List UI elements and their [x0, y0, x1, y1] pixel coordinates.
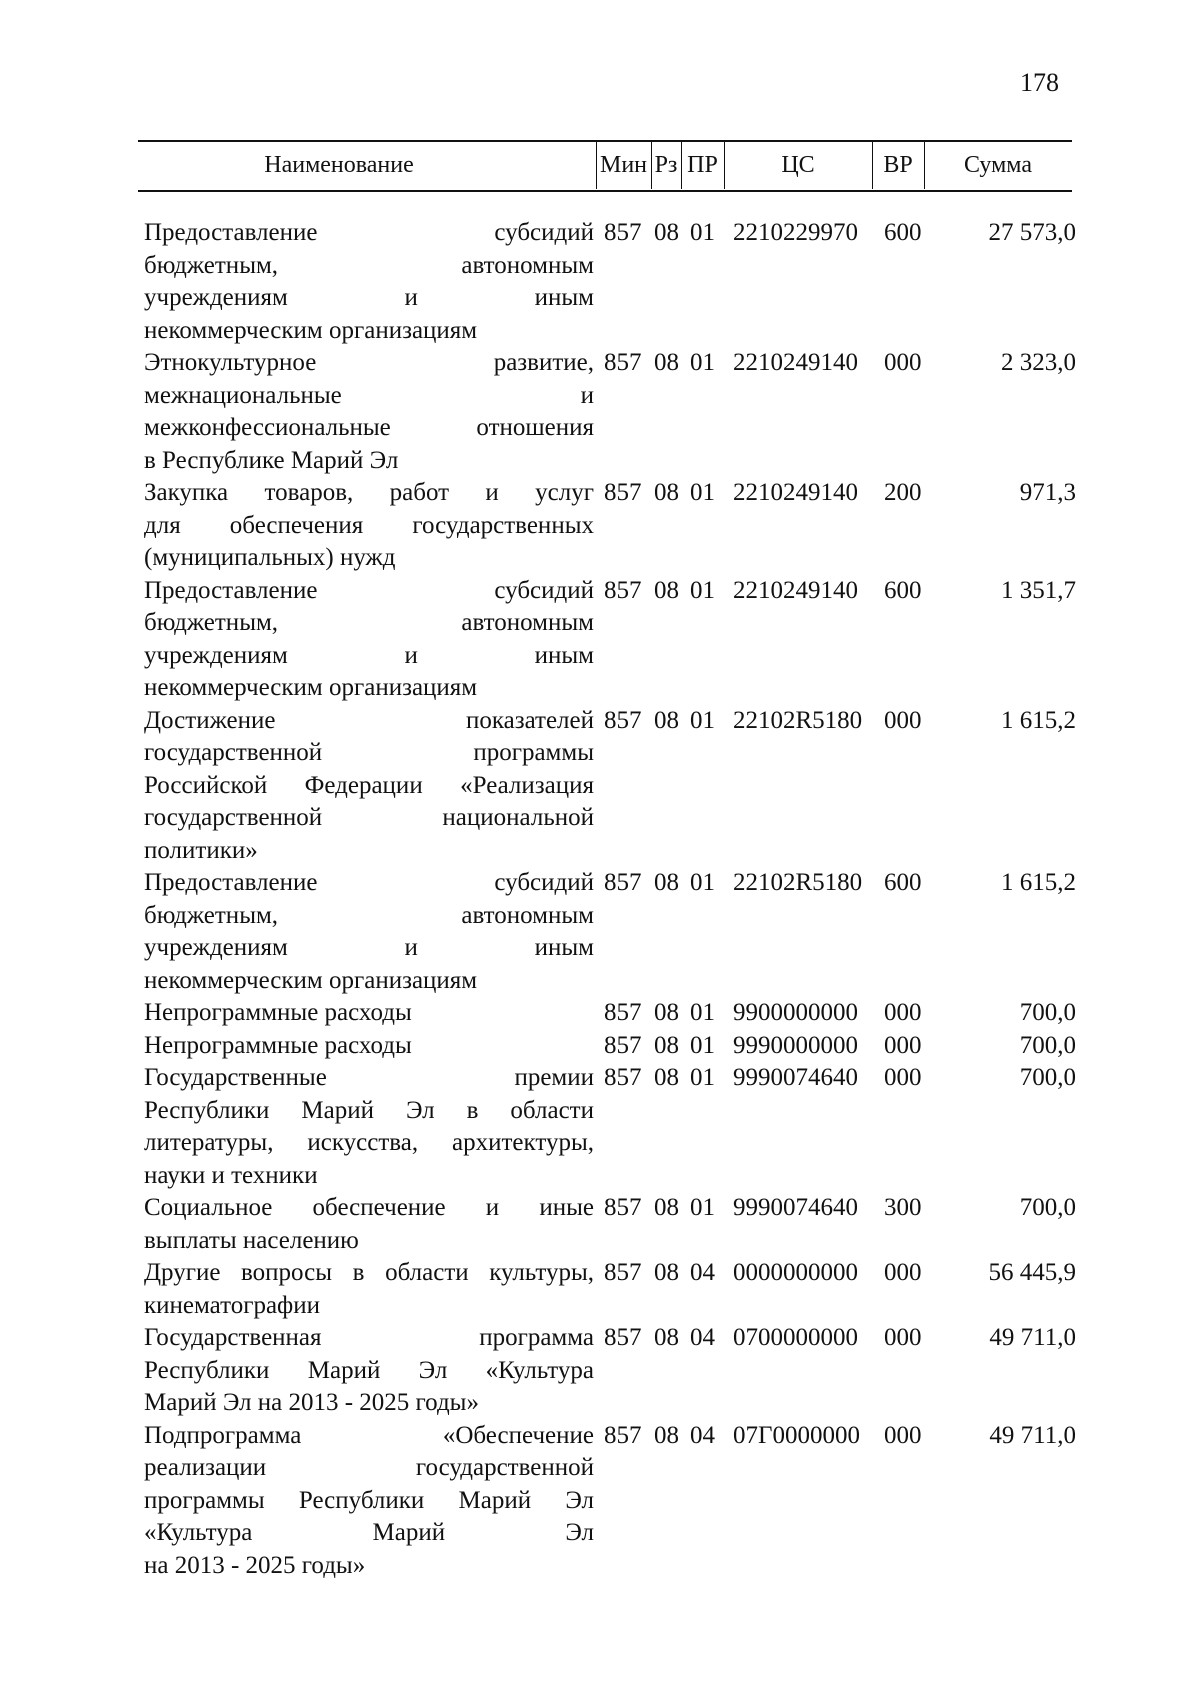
cell-pr: 01 [690, 869, 715, 896]
cell-min: 857 [604, 999, 642, 1026]
cell-cs: 0700000000 [733, 1324, 858, 1351]
header-divider [872, 141, 873, 189]
row-name-line: учреждениям и иным [144, 934, 594, 961]
header-divider [681, 141, 682, 189]
cell-pr: 01 [690, 1031, 715, 1059]
row-name-line: Достижение показателей [144, 706, 594, 734]
row-name-line: некоммерческим организациям [144, 316, 478, 344]
row-name-line: Государственная программа [144, 1324, 594, 1351]
cell-cs: 2210249140 [733, 576, 858, 604]
cell-rz: 08 [654, 219, 679, 246]
row-name-line: межнациональные и [144, 381, 594, 409]
row-name [144, 1192, 594, 1257]
cell-rz: 08 [654, 1324, 679, 1351]
cell-vr: 600 [884, 219, 922, 246]
header-divider [924, 141, 925, 189]
cell-rz: 08 [654, 1259, 679, 1286]
cell-pr: 04 [690, 1259, 715, 1286]
cell-vr: 000 [884, 999, 922, 1026]
row-name-line: Этнокультурное развитие, [144, 349, 594, 376]
cell-cs: 07Г0000000 [733, 1421, 860, 1449]
row-name-line: бюджетным, автономным [144, 251, 594, 279]
cell-vr: 600 [884, 869, 922, 896]
row-name-line: Российской Федерации «Реализация [144, 771, 594, 799]
row-name-line: Республики Марий Эл в области [144, 1096, 594, 1124]
cell-rz: 08 [654, 706, 679, 734]
row-name-line: государственной национальной [144, 804, 594, 831]
cell-cs: 9900000000 [733, 999, 858, 1026]
cell-sum: 1 615,2 [1001, 706, 1076, 734]
row-name [144, 867, 594, 997]
cell-rz: 08 [654, 576, 679, 604]
cell-min: 857 [604, 1421, 642, 1449]
row-name-line: Непрограммные расходы [144, 999, 412, 1026]
cell-vr: 000 [884, 1259, 922, 1286]
row-name [144, 477, 594, 575]
cell-vr: 000 [884, 706, 922, 734]
column-header-sum: Сумма [964, 152, 1032, 178]
row-name-line: Предоставление субсидий [144, 219, 594, 246]
row-name-line: для обеспечения государственных [144, 511, 594, 539]
cell-sum: 700,0 [1019, 1031, 1076, 1059]
cell-sum: 56 445,9 [988, 1259, 1076, 1286]
cell-sum: 1 351,7 [1001, 576, 1076, 604]
row-name-line: «Культура Марий Эл [144, 1519, 594, 1546]
column-header-cs: ЦС [781, 152, 815, 178]
row-name [144, 1062, 594, 1192]
row-name-line: государственной программы [144, 739, 594, 766]
cell-cs: 0000000000 [733, 1259, 858, 1286]
row-name-line: бюджетным, автономным [144, 609, 594, 636]
cell-min: 857 [604, 479, 642, 506]
cell-min: 857 [604, 706, 642, 734]
column-header-rz: Рз [654, 152, 678, 178]
cell-pr: 01 [690, 219, 715, 246]
cell-min: 857 [604, 1031, 642, 1059]
cell-pr: 01 [690, 706, 715, 734]
cell-sum: 971,3 [1019, 479, 1076, 506]
row-name [144, 997, 594, 1030]
row-name-line: Марий Эл на 2013 - 2025 годы» [144, 1389, 479, 1416]
row-name-line: политики» [144, 836, 258, 864]
cell-vr: 000 [884, 349, 922, 376]
row-name-line: Государственные премии [144, 1064, 594, 1091]
row-name-line: Социальное обеспечение и иные [144, 1194, 594, 1221]
row-name [144, 347, 594, 477]
row-name-line: некоммерческим организациям [144, 674, 478, 701]
column-header-pr: ПР [687, 152, 718, 178]
cell-vr: 000 [884, 1031, 922, 1059]
row-name-line: выплаты населению [144, 1226, 359, 1254]
column-header-min: Мин [599, 152, 648, 178]
cell-pr: 01 [690, 349, 715, 376]
cell-sum: 1 615,2 [1001, 869, 1076, 896]
cell-sum: 700,0 [1019, 1064, 1076, 1091]
cell-cs: 2210229970 [733, 219, 858, 246]
row-name-line: бюджетным, автономным [144, 901, 594, 929]
row-name-line: учреждениям и иным [144, 641, 594, 669]
cell-cs: 2210249140 [733, 349, 858, 376]
cell-vr: 300 [884, 1194, 922, 1221]
row-name-line: Республики Марий Эл «Культура [144, 1356, 594, 1384]
table-header [138, 141, 1072, 189]
cell-vr: 000 [884, 1064, 922, 1091]
row-name-line: в Республике Марий Эл [144, 446, 399, 474]
cell-rz: 08 [654, 999, 679, 1026]
row-name-line: Закупка товаров, работ и услуг [144, 479, 594, 506]
row-name-line: (муниципальных) нужд [144, 544, 396, 571]
row-name [144, 1322, 594, 1420]
row-name-line: Предоставление субсидий [144, 869, 594, 896]
cell-rz: 08 [654, 479, 679, 506]
cell-min: 857 [604, 869, 642, 896]
column-header-vr: ВР [883, 152, 913, 178]
cell-rz: 08 [654, 1421, 679, 1449]
row-name-line: реализации государственной [144, 1454, 594, 1481]
cell-cs: 2210249140 [733, 479, 858, 506]
cell-pr: 04 [690, 1421, 715, 1449]
row-name-line: Непрограммные расходы [144, 1031, 412, 1059]
cell-cs: 9990000000 [733, 1031, 858, 1059]
row-name [144, 1257, 594, 1322]
cell-vr: 000 [884, 1421, 922, 1449]
cell-cs: 9990074640 [733, 1194, 858, 1221]
cell-pr: 01 [690, 999, 715, 1026]
row-name-line: науки и техники [144, 1161, 318, 1189]
cell-rz: 08 [654, 1064, 679, 1091]
header-divider [724, 141, 725, 189]
row-name-line: на 2013 - 2025 годы» [144, 1551, 366, 1579]
header-divider [651, 141, 652, 189]
cell-cs: 9990074640 [733, 1064, 858, 1091]
cell-min: 857 [604, 1064, 642, 1091]
row-name-line: Предоставление субсидий [144, 576, 594, 604]
cell-rz: 08 [654, 869, 679, 896]
cell-cs: 22102R5180 [733, 706, 863, 734]
row-name-line: учреждениям и иным [144, 284, 594, 311]
cell-rz: 08 [654, 1194, 679, 1221]
row-name-line: Подпрограмма «Обеспечение [144, 1421, 594, 1449]
cell-pr: 01 [690, 1064, 715, 1091]
header-divider [596, 141, 597, 189]
cell-sum: 2 323,0 [1001, 349, 1076, 376]
row-name-line: кинематографии [144, 1291, 321, 1319]
row-name-line: программы Республики Марий Эл [144, 1486, 594, 1514]
cell-pr: 01 [690, 576, 715, 604]
table-header-bottom-rule [138, 190, 1072, 192]
cell-min: 857 [604, 1259, 642, 1286]
cell-rz: 08 [654, 1031, 679, 1059]
cell-rz: 08 [654, 349, 679, 376]
page-number: 178 [1020, 68, 1059, 97]
cell-sum: 27 573,0 [988, 219, 1076, 246]
row-name-line: некоммерческим организациям [144, 966, 478, 994]
row-name [144, 705, 594, 868]
cell-sum: 700,0 [1019, 999, 1076, 1026]
cell-sum: 700,0 [1019, 1194, 1076, 1221]
cell-vr: 000 [884, 1324, 922, 1351]
cell-pr: 04 [690, 1324, 715, 1351]
cell-min: 857 [604, 349, 642, 376]
row-name [144, 575, 594, 705]
cell-vr: 600 [884, 576, 922, 604]
cell-vr: 200 [884, 479, 922, 506]
cell-sum: 49 711,0 [989, 1324, 1076, 1351]
row-name-line: межконфессиональные отношения [144, 414, 594, 441]
cell-min: 857 [604, 219, 642, 246]
row-name [144, 1420, 594, 1583]
row-name [144, 1030, 594, 1063]
row-name-line: Другие вопросы в области культуры, [144, 1259, 594, 1286]
cell-cs: 22102R5180 [733, 869, 863, 896]
cell-pr: 01 [690, 1194, 715, 1221]
row-name [144, 217, 594, 347]
cell-min: 857 [604, 576, 642, 604]
cell-min: 857 [604, 1194, 642, 1221]
cell-sum: 49 711,0 [989, 1421, 1076, 1449]
row-name-line: литературы, искусства, архитектуры, [144, 1129, 594, 1156]
column-header-name: Наименование [264, 152, 414, 178]
cell-min: 857 [604, 1324, 642, 1351]
cell-pr: 01 [690, 479, 715, 506]
